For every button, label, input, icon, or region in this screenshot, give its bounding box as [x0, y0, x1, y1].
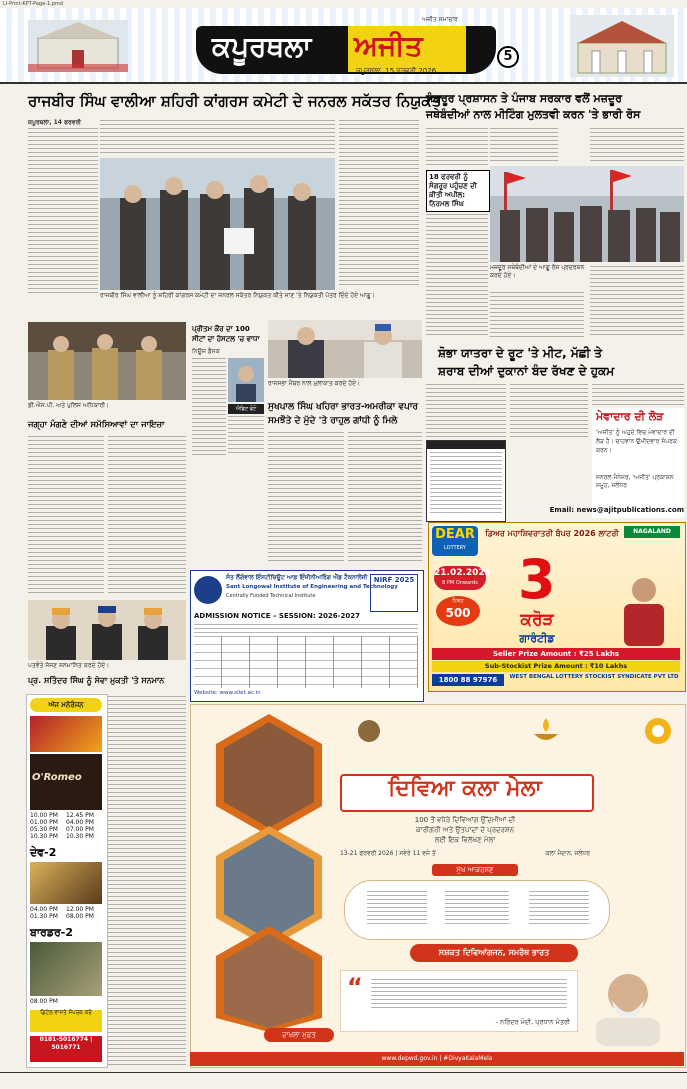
college-notice: ADMISSION NOTICE – SESSION: 2026-2027: [194, 612, 361, 620]
protest-body-d: [590, 128, 684, 164]
inset-badge: ਐਡਿਟ ਫੋਟੋ: [228, 404, 264, 414]
protest-body-a: [426, 128, 488, 168]
college-name-en: Sant Longowal Institute of Engineering and Technology: [226, 584, 398, 590]
quote-sign: - ਨਰਿੰਦਰ ਮੋਦੀ, ਪ੍ਰਧਾਨ ਮੰਤਰੀ: [495, 1018, 570, 1026]
nirf-badge: NIRF 2025: [370, 574, 418, 612]
protest-photo: [490, 166, 684, 262]
lottery-brand-sub: LOTTERY: [444, 545, 466, 551]
college-footer: Website: www.sliet.ac.in: [194, 690, 261, 696]
inset-headline: ਪ੍ਰੀਤਮ ਕੌਰ ਦਾ 100 ਸੀਟਾਂ ਦਾ ਹੋਸਟਲ 'ਚ ਵਾਧਾ: [192, 325, 260, 343]
movie-2-label: ਦੇਵ-2: [30, 846, 57, 859]
protest-caption: ਮਜ਼ਦੂਰ ਜਥੇਬੰਦੀਆਂ ਦੇ ਆਗੂ ਰੋਸ ਪ੍ਰਦਰਸ਼ਨ ਕਰਦੇ ਹੋਏ।: [490, 264, 585, 279]
emblem-icon: [354, 718, 384, 744]
showtime: 12.45 PM: [66, 812, 94, 819]
showtime: 10.30 PM: [66, 833, 94, 840]
shobha-body-c: [592, 384, 684, 406]
mewadar-body: 'ਅਜੀਤ' ਨੂੰ ਅਹੁਦੇ ਵਿਚ ਮੇਵਾਦਾਰ ਦੀ ਲੋੜ ਹੈ। ਚਾਹਵਾਨ ਉਮੀਦਵਾਰ ਸੰਪਰਕ ਕਰਨ।: [596, 429, 677, 454]
divya-footer: www.depwd.gov.in | #DivyaKalaMela: [190, 1052, 684, 1066]
sukhpal-caption: ਰਾਜਸਭਾ ਮੈਂਬਰ ਨਾਲ ਮੁਲਾਕਾਤ ਕਰਦੇ ਹੋਏ।: [268, 380, 361, 387]
inset-sub: ਨਿਊਜ਼ ਡੈਸਕ: [192, 348, 220, 355]
divya-venue: ਕਲਾ ਮੈਦਾਨ, ਜਲੰਧਰ: [545, 850, 590, 857]
modi-portrait: [582, 966, 674, 1046]
inset-body-b: [228, 416, 264, 456]
lottery-phone: 1800 88 97976: [432, 674, 504, 686]
page-rule: [0, 1072, 687, 1073]
showtimes-2: [30, 906, 102, 920]
sidebar-story-body: [108, 696, 186, 1066]
police-caption: ਡੀ.ਐਸ.ਪੀ. ਅਤੇ ਪੁਲਿਸ ਅਧਿਕਾਰੀ।: [28, 402, 110, 409]
divya-attract: ਮੁੱਖ ਆਕਰਸ਼ਣ: [432, 864, 518, 876]
shobha-body-b: [510, 384, 588, 438]
lottery-state: NAGALAND: [624, 526, 680, 538]
protest-body-c: [490, 128, 558, 164]
college-intro: [194, 624, 418, 634]
divya-sub-3: ਲਈ ਇਕ ਵਿਲੱਖਣ ਮੇਲਾ: [434, 836, 496, 844]
divya-hex-photos: [210, 714, 328, 1032]
ticket-price: 500: [445, 606, 471, 620]
inset-body-a: [192, 358, 226, 456]
notice-box: [426, 440, 506, 522]
protest-body-e: [490, 292, 584, 338]
lead-body-col1: [28, 128, 98, 293]
cinema-logo: [30, 716, 102, 752]
protest-body-b: [426, 214, 488, 338]
lottery-distributor: WEST BENGAL LOTTERY STOCKIST SYNDICATE PVT LTD: [509, 674, 679, 680]
group-photo: [28, 600, 186, 660]
protest-headline-2: ਜਥੇਬੰਦੀਆਂ ਨਾਲ ਮੀਟਿੰਗ ਮੁਲਤਵੀ ਕਰਨ 'ਤੇ ਭਾਰੀ ਰੋਸ: [426, 108, 641, 121]
mewadar-sign: ਜਨਰਲ ਮੈਨੇਜਰ, 'ਅਜੀਤ' ਪ੍ਰਕਾਸ਼ਨ ਸਮੂਹ, ਜਲੰਧਰ: [596, 474, 674, 489]
prize-number: 3: [518, 548, 556, 611]
seller-prize: Seller Prize Amount : ₹25 Lakhs: [432, 648, 680, 660]
lead-body-col3: [339, 120, 419, 288]
shobha-headline-2: ਸ਼ਰਾਬ ਦੀਆਂ ਦੁਕਾਨਾਂ ਬੰਦ ਰੱਖਣ ਦੇ ਹੁਕਮ: [438, 364, 615, 378]
lottery-model: [614, 572, 674, 646]
prize-word: ਕਰੋੜ: [520, 610, 554, 630]
showtime: 10.00 PM: [30, 812, 58, 819]
mewadar-email: Email: news@ajitpublications.com: [549, 506, 684, 514]
lead-dateline: ਕਪੂਰਥਲਾ, 14 ਫਰਵਰੀ: [28, 119, 81, 126]
poster-2: [30, 862, 102, 904]
shobha-body-a: [426, 384, 506, 438]
college-table: [194, 636, 418, 688]
showtime: 04.00 PM: [30, 906, 58, 913]
group-headline: ਪ੍ਰ. ਸਤਿੰਦਰ ਸਿੰਘ ਨੂੰ ਸੇਵਾ ਮੁਕਤੀ 'ਤੇ ਸਨਮਾਨ: [28, 676, 165, 685]
sukhpal-photo: [268, 320, 422, 378]
showtime: 12.00 PM: [66, 906, 94, 913]
showtime: 10.30 PM: [30, 833, 58, 840]
lead-photo: [100, 158, 335, 290]
showtime: 07.00 PM: [66, 826, 94, 833]
modi-quote: “: [340, 970, 578, 1032]
showtime: 08.00 PM: [66, 913, 94, 920]
police-body-b: [108, 436, 186, 596]
draw-time: 8 PM Onwards: [442, 580, 478, 586]
pullquote-text: 18 ਫਰਵਰੀ ਨੂੰ ਸੰਗਰੂਰ ਪਹੁੰਚਣ ਦੀ ਕੀਤੀ ਅਪੀਲ: ਨਿਰਮਲ ਸਿੰਘ: [429, 173, 477, 208]
divya-ribbon: ਸਸ਼ਕਤ ਦਿਵਿਆਂਗਜਨ, ਸਮਰੱਥ ਭਾਰਤ: [410, 944, 578, 962]
sukhpal-headline-1: ਸੁਖਪਾਲ ਸਿੰਘ ਖਹਿਰਾ ਭਾਰਤ-ਅਮਰੀਕਾ ਵਪਾਰ: [268, 402, 418, 412]
showtime: 01.30 PM: [30, 913, 58, 920]
police-body-a: [28, 436, 104, 596]
police-photo: [28, 322, 186, 400]
sidebar-badge: ਅੱਜ ਮਨੋਰੰਜਨ: [30, 698, 102, 712]
sukhpal-headline-2: ਸਮਝੌਤੇ ਦੇ ਮੁੱਦੇ 'ਤੇ ਰਾਹੁਲ ਗਾਂਧੀ ਨੂੰ ਮਿਲੇ: [268, 416, 398, 426]
masthead-brand: ਅਜੀਤ: [354, 29, 423, 62]
showtime-3: 08.00 PM: [30, 998, 58, 1005]
police-headline: ਜਗ੍ਹਾ ਮੰਗਣੇ ਦੀਆਂ ਸਮੱਸਿਆਵਾਂ ਦਾ ਜਾਇਜ਼ਾ: [28, 420, 165, 430]
lottery-brand: DEAR: [435, 527, 475, 542]
masthead-photo-right: [570, 15, 674, 77]
showtime: 05.30 PM: [30, 826, 58, 833]
masthead-city: ਕਪੂਰਥਲਾ: [212, 30, 312, 63]
masthead-photo-left: [28, 20, 128, 72]
showtime: 04.00 PM: [66, 819, 94, 826]
lead-caption: ਰਾਜਬੀਰ ਸਿੰਘ ਵਾਲੀਆ ਨੂੰ ਸ਼ਹਿਰੀ ਕਾਂਗਰਸ ਕਮੇਟੀ ਦਾ ਜਨਰਲ ਸਕੱਤਰ ਨਿਯੁਕਤ ਕੀਤੇ ਜਾਣ 'ਤੇ ਨਿਯੁਕਤੀ ਪੱਤਰ ਦਿੰਦੇ ਹੋਏ ਆਗੂ।: [100, 292, 375, 299]
group-caption: ਪਤਵੰਤੇ ਸੱਜਣ ਸਨਮਾਨਿਤ ਕਰਦੇ ਹੋਏ।: [28, 662, 110, 669]
draw-date: 21.02.2026: [434, 568, 491, 578]
lottery-title: ਡਿਅਰ ਮਹਾਸ਼ਿਵਰਾਤਰੀ ਬੰਪਰ 2026 ਲਾਟਰੀ: [485, 529, 619, 538]
print-line: LI-Print-KPT-Page-1.pmd: [3, 1, 63, 7]
prize-tail: ਗਾਰੰਟੀਡ: [519, 632, 555, 645]
divya-sub-1: 100 ਤੋਂ ਵਧੇਰੇ ਦਿਵਿਆਂਗ ਉੱਦਮੀਆਂ ਦੀ: [414, 816, 516, 824]
protest-pullquote: [426, 170, 490, 212]
lead-headline: ਰਾਜਬੀਰ ਸਿੰਘ ਵਾਲੀਆ ਸ਼ਹਿਰੀ ਕਾਂਗਰਸ ਕਮੇਟੀ ਦੇ ਜਨਰਲ ਸਕੱਤਰ ਨਿਯੁਕਤ: [28, 92, 442, 110]
attractions-panel: [344, 880, 610, 940]
brand-tag: ਅਜੀਤ ਸਮਾਚਾਰ: [422, 16, 458, 23]
sukhpal-body-a: [268, 432, 344, 564]
divya-dates: 13-21 ਫਰਵਰੀ 2026 | ਸਵੇਰੇ 11 ਵਜੇ ਤੋਂ: [340, 850, 436, 857]
showtimes-1: [30, 812, 102, 840]
divya-title: ਦਿਵਿਆ ਕਲਾ ਮੇਲਾ: [388, 776, 542, 801]
protest-headline-1: ਸੰਗਰੂਰ ਪ੍ਰਸ਼ਾਸਨ ਤੇ ਪੰਜਾਬ ਸਰਕਾਰ ਵਲੋਂ ਮਜ਼ਦੂਰ: [426, 92, 622, 105]
divya-sub-2: ਕਾਰੀਗਰੀ ਅਤੇ ਉਤਪਾਦਾਂ ਦੇ ਪ੍ਰਦਰਸ਼ਨ: [415, 826, 515, 834]
diya-icon: [530, 716, 562, 746]
masthead-date: ਕਪੂਰਥਲਾ, 15 ਫਰਵਰੀ 2026: [356, 67, 437, 75]
page-number: 5: [497, 46, 519, 68]
movie-1-title: O'Romeo: [32, 772, 82, 783]
college-sub: Centrally Funded Technical Institute: [226, 593, 316, 599]
college-name: ਸੰਤ ਲੌਂਗੋਵਾਲ ਇੰਸਟੀਚਿਊਟ ਆਫ਼ ਇੰਜੀਨੀਅਰਿੰਗ ਐਂਡ ਟੈਕਨਾਲੋਜੀ: [226, 574, 368, 581]
stockist-prize: Sub-Stockist Prize Amount : ₹10 Lakhs: [432, 661, 680, 672]
movie-3-label: ਬਾਰਡਰ-2: [30, 926, 74, 939]
protest-body-f: [590, 266, 684, 338]
sukhpal-body-b: [348, 432, 422, 564]
college-logo: [194, 576, 222, 604]
mewadar-title: ਮੇਵਾਦਾਰ ਦੀ ਲੋੜ: [596, 410, 664, 423]
showtime: 01.00 PM: [30, 819, 58, 826]
shobha-headline-1: ਸ਼ੋਭਾ ਯਾਤਰਾ ਦੇ ਰੂਟ 'ਤੇ ਮੀਟ, ਮੱਛੀ ਤੇ: [438, 346, 603, 360]
lead-body-top: [100, 120, 335, 156]
sidebar-more: ਡਿਟੇਲ ਵਾਸਤੇ ਸੰਪਰਕ ਕਰੋ: [30, 1010, 102, 1032]
price-label: ਟਿਕਟ: [452, 598, 464, 604]
sidebar-phones: 0181-5016774 | 5016771: [30, 1036, 102, 1062]
divyang-logo-icon: [640, 716, 676, 746]
poster-3: [30, 942, 102, 996]
inset-photo: [228, 358, 264, 402]
entry-free: ਦਾਖ਼ਲਾ ਮੁਫ਼ਤ: [264, 1028, 334, 1042]
